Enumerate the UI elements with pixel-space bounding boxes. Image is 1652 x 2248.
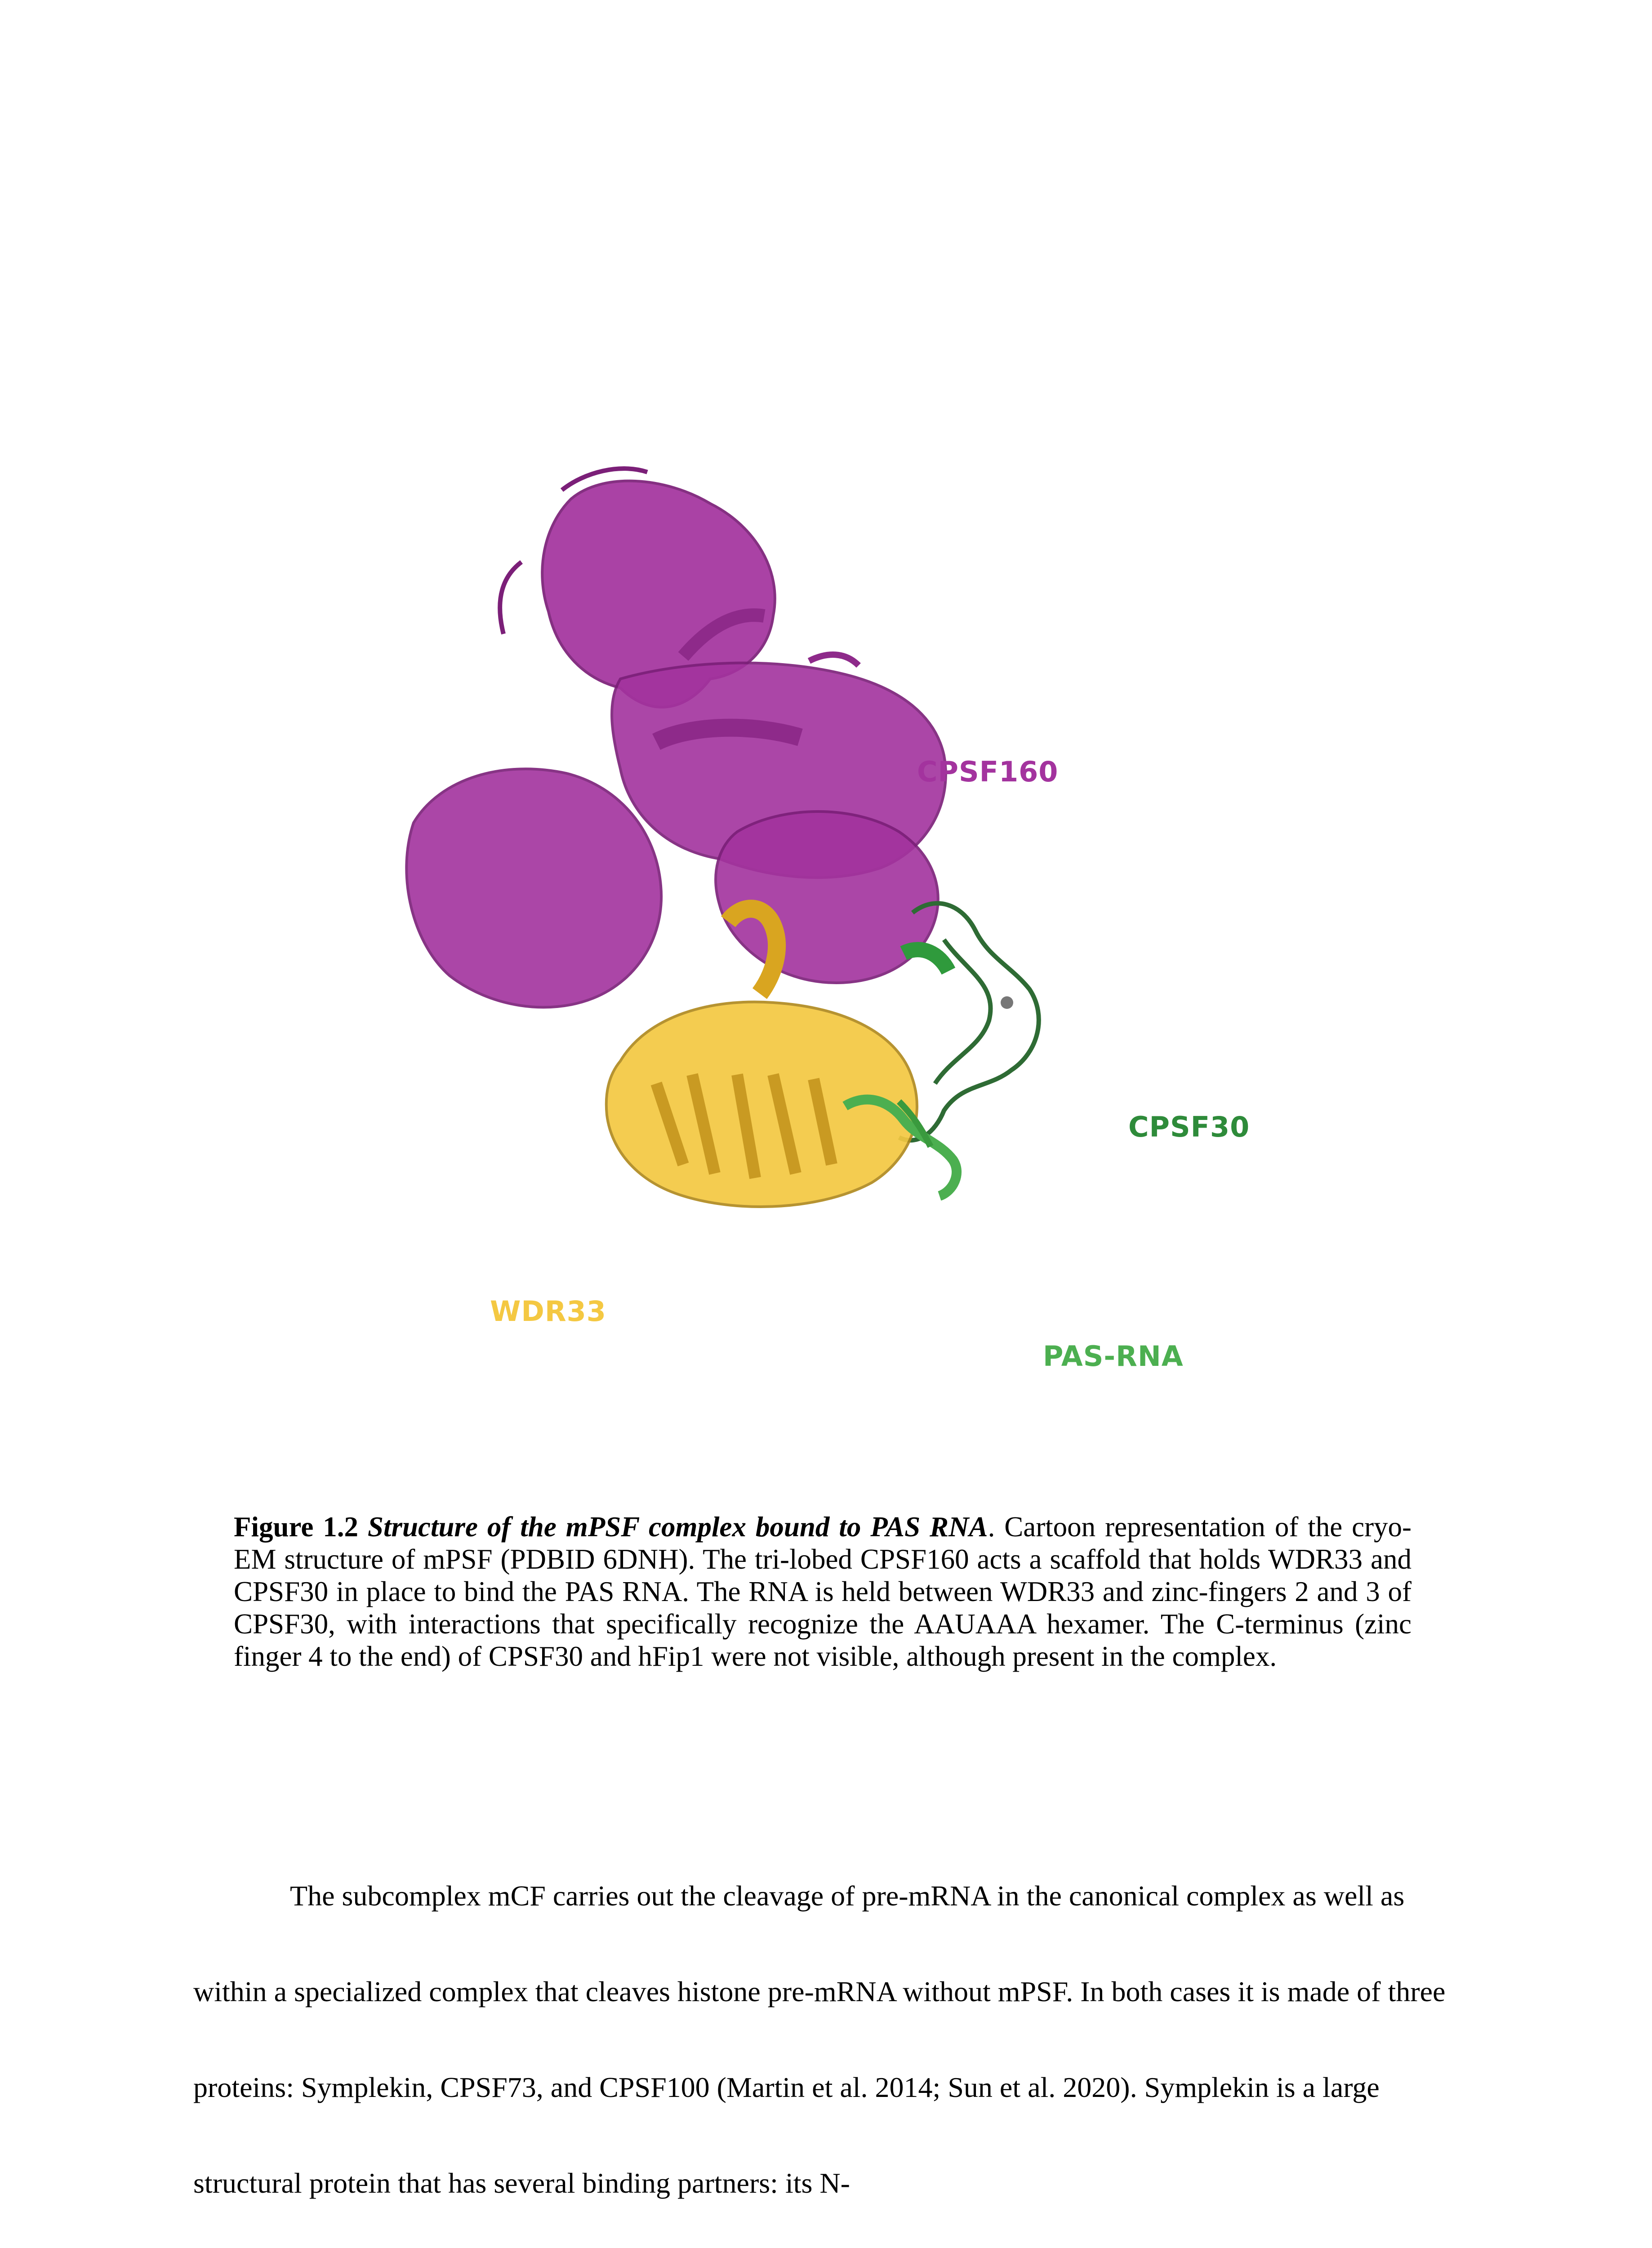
protein-cartoon-image (369, 463, 1304, 1430)
cpsf160-label: CPSF160 (917, 755, 1059, 788)
body-paragraph: The subcomplex mCF carries out the cleavage of pre-mRNA in the canonical complex as well as within a specialized complex that cleaves histone pre-mRNA without mPSF. In both cases it is made of three proteins: Symplekin, CPSF73, and CPSF100 (Martin et al. 2014; Sun et al. 2020). Symplekin is a large structural protein that has several binding partners: its N- (193, 1880, 1446, 2199)
wdr33-label: WDR33 (490, 1295, 606, 1328)
pas-rna-label: PAS-RNA (1043, 1340, 1184, 1373)
cpsf160-structure (406, 468, 946, 1007)
caption-title: Structure of the mPSF complex bound to PAS RNA (367, 1511, 988, 1543)
caption-body: . Cartoon representation of the cryo-EM structure of mPSF (PDBID 6DNH). The tri-lobed CPSF160 acts a scaffold that holds WDR33 and CPSF30 in place to bind the PAS RNA. The RNA is held between WDR33 and zinc-fingers 2 and 3 of CPSF30, with interactions that specifically recognize the AAUAAA hexamer. The C-terminus (zinc finger 4 to the end) of CPSF30 and hFip1 were not visible, although present in the complex. (234, 1511, 1412, 1672)
zinc-ion-icon (1001, 996, 1013, 1009)
cpsf30-label: CPSF30 (1128, 1111, 1250, 1143)
figure-caption (234, 1511, 1412, 1673)
body-text (193, 1848, 1465, 2231)
caption-figure-number: Figure 1.2 (234, 1511, 358, 1543)
protein-structure-figure (369, 463, 1304, 1430)
